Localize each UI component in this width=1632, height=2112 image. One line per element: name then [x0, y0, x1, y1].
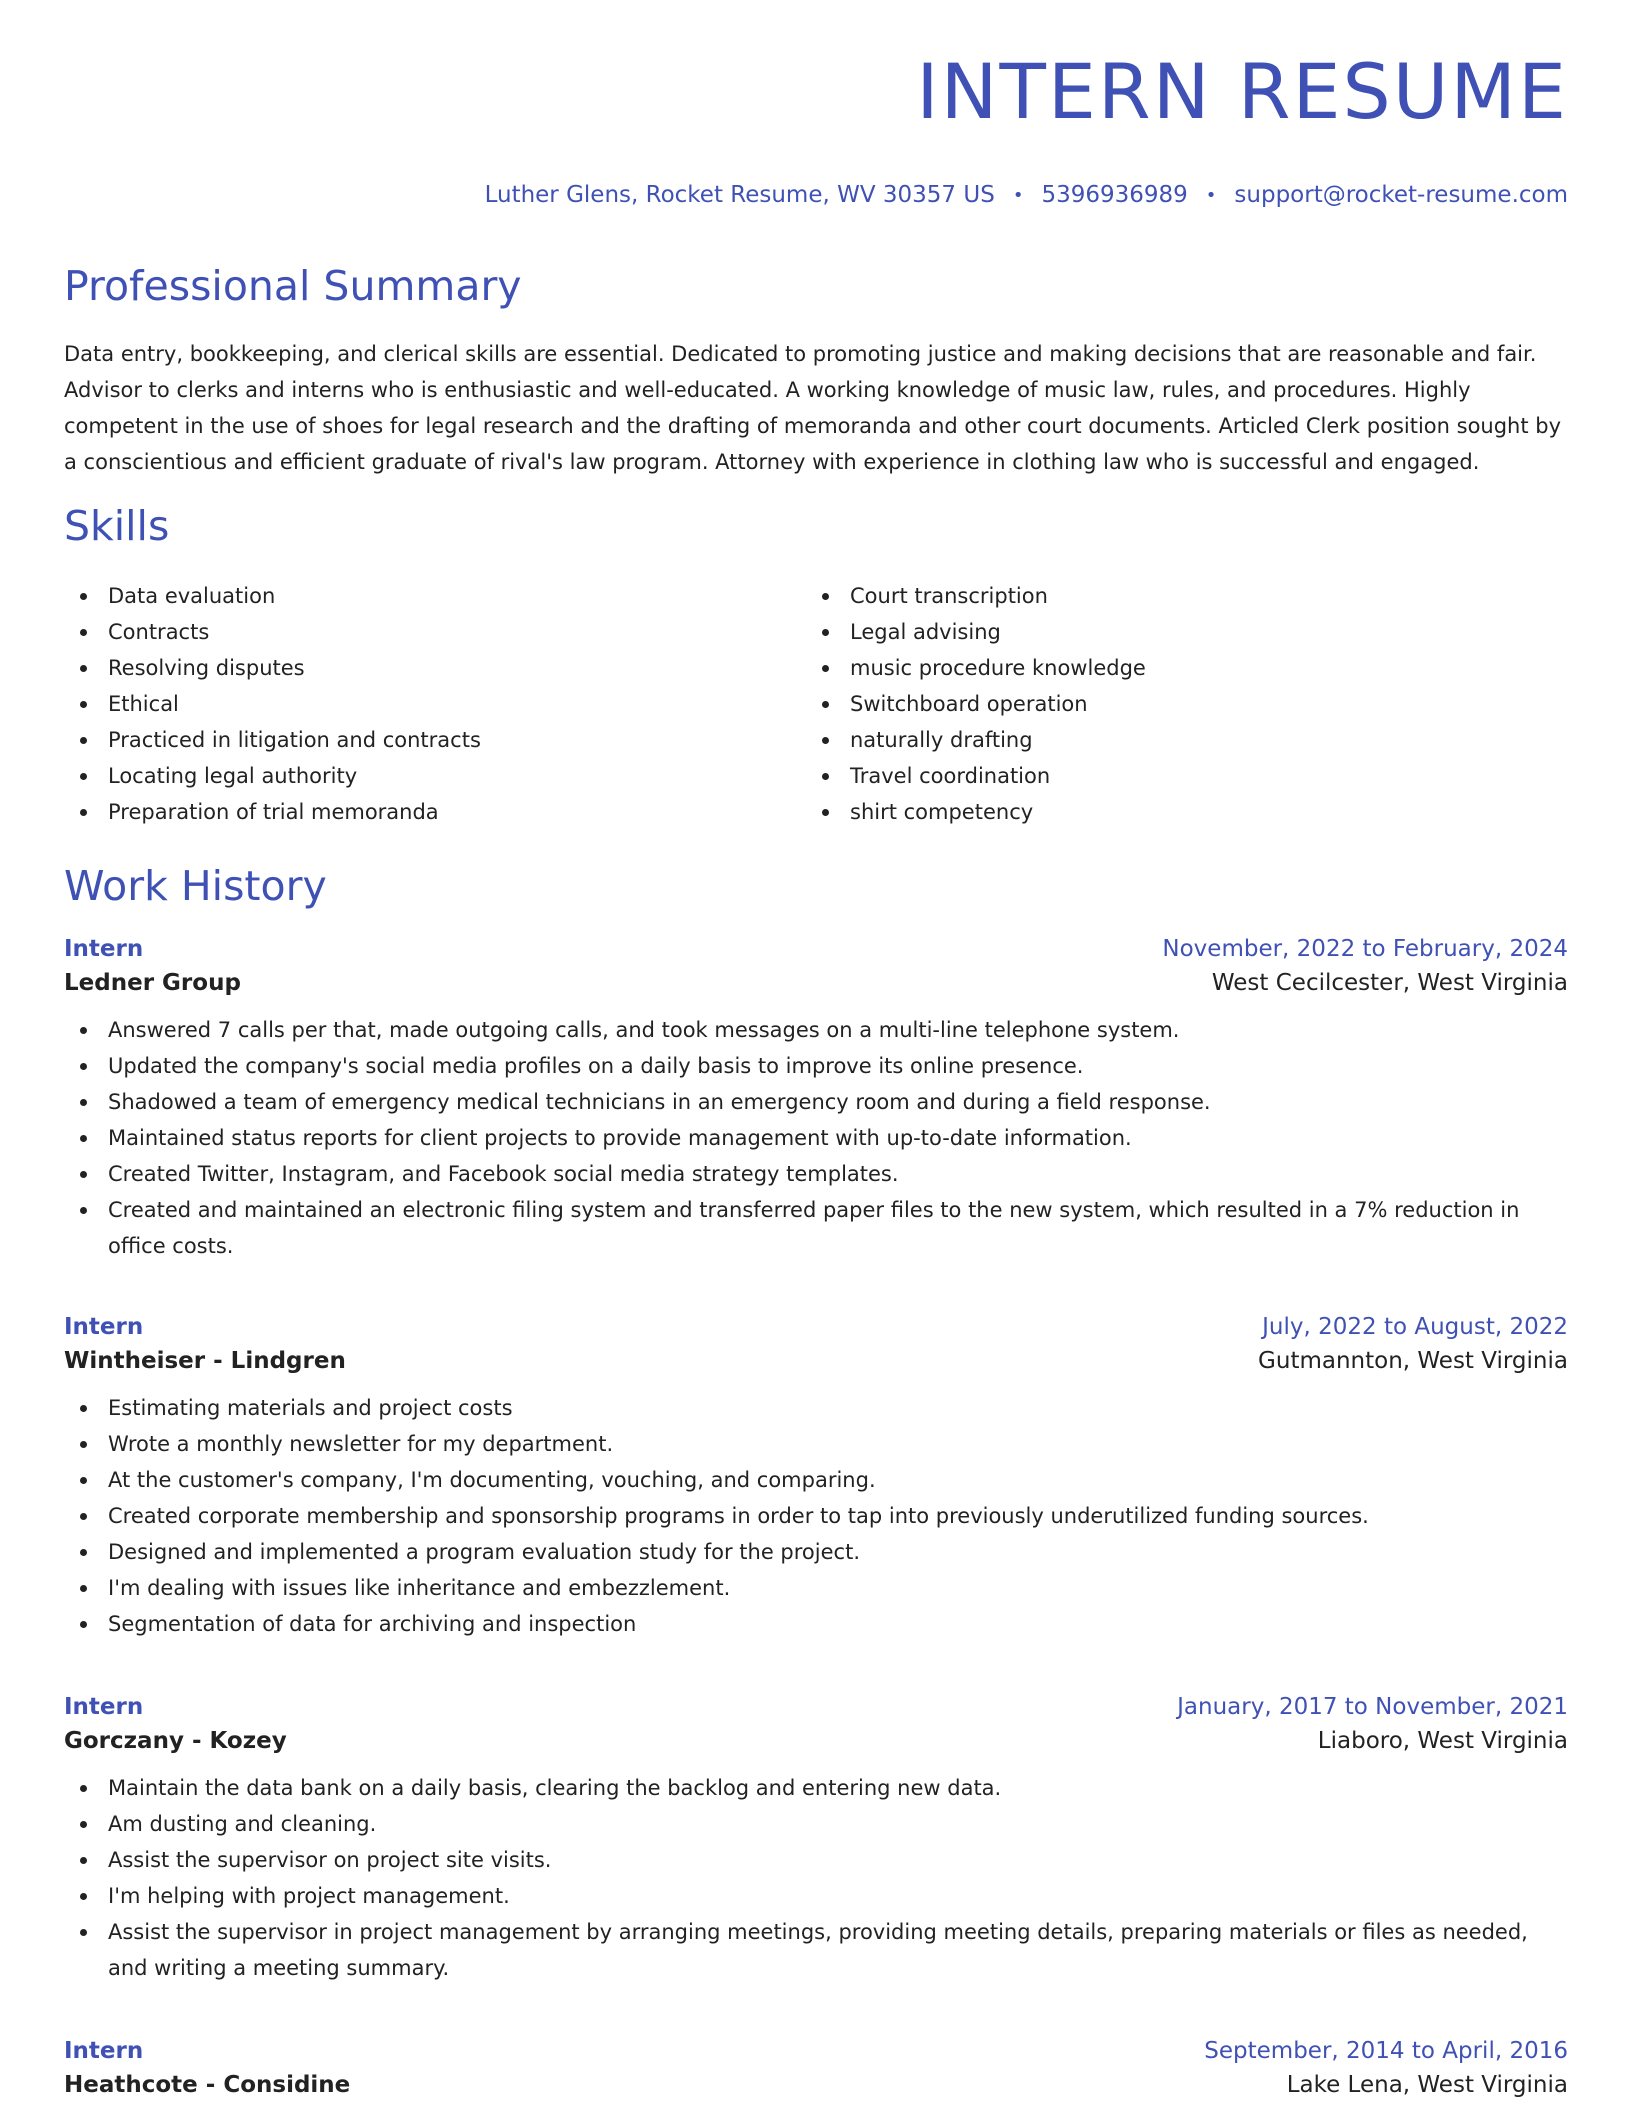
contact-phone: 5396936989 — [1041, 182, 1188, 208]
duty-item: Updated the company's social media profiles on a daily basis to improve its online presence. — [64, 1048, 1568, 1084]
job-company: Heathcote - Considine — [64, 2072, 351, 2098]
job-title: Intern — [64, 2038, 144, 2064]
duty-item: Created Twitter, Instagram, and Facebook social media strategy templates. — [64, 1156, 1568, 1192]
job-entry — [64, 1314, 1568, 1642]
job-dates: January, 2017 to November, 2021 — [1177, 1694, 1568, 1720]
skills-list-right — [806, 578, 1506, 830]
resume-title: INTERN RESUME — [916, 47, 1568, 136]
job-location: Liaboro, West Virginia — [1317, 1728, 1568, 1754]
skill-item: Locating legal authority — [64, 758, 764, 794]
duty-item: Wrote a monthly newsletter for my department. — [64, 1426, 1568, 1462]
duty-item: Estimating materials and project costs — [64, 1390, 1568, 1426]
contact-separator: • — [1012, 184, 1024, 206]
job-company: Ledner Group — [64, 970, 241, 996]
duty-item: Created corporate membership and sponsorship programs in order to tap into previously underutilized funding sources. — [64, 1498, 1568, 1534]
job-dates: September, 2014 to April, 2016 — [1204, 2038, 1568, 2064]
job-entry — [64, 936, 1568, 1264]
skill-item: Legal advising — [806, 614, 1506, 650]
duty-item: Assist the supervisor on project site visits. — [64, 1842, 1568, 1878]
job-duties — [64, 1390, 1568, 1642]
skill-item: Practiced in litigation and contracts — [64, 722, 764, 758]
job-duties — [64, 1012, 1568, 1264]
skill-item: Ethical — [64, 686, 764, 722]
job-title: Intern — [64, 936, 144, 962]
job-title: Intern — [64, 1694, 144, 1720]
duty-item: Maintain the data bank on a daily basis, clearing the backlog and entering new data. — [64, 1770, 1568, 1806]
job-duties — [64, 1770, 1568, 1986]
contact-line — [485, 182, 1568, 208]
job-dates: November, 2022 to February, 2024 — [1162, 936, 1568, 962]
duty-item: Am dusting and cleaning. — [64, 1806, 1568, 1842]
job-entry — [64, 2038, 1568, 2098]
contact-email: support@rocket-resume.com — [1234, 182, 1568, 208]
skill-item: Data evaluation — [64, 578, 764, 614]
job-location: Gutmannton, West Virginia — [1258, 1348, 1568, 1374]
skill-item: Preparation of trial memoranda — [64, 794, 764, 830]
duty-item: Segmentation of data for archiving and inspection — [64, 1606, 1568, 1642]
duty-item: Assist the supervisor in project management by arranging meetings, providing meeting details, preparing materials or files as needed, and writing a meeting summary. — [64, 1914, 1568, 1986]
skill-item: Contracts — [64, 614, 764, 650]
job-company: Wintheiser - Lindgren — [64, 1348, 346, 1374]
job-company: Gorczany - Kozey — [64, 1728, 287, 1754]
job-location: West Cecilcester, West Virginia — [1211, 970, 1568, 996]
skills-heading: Skills — [64, 502, 170, 550]
skill-item: Court transcription — [806, 578, 1506, 614]
duty-item: Answered 7 calls per that, made outgoing calls, and took messages on a multi-line telephone system. — [64, 1012, 1568, 1048]
job-location: Lake Lena, West Virginia — [1286, 2072, 1568, 2098]
skill-item: music procedure knowledge — [806, 650, 1506, 686]
duty-item: Maintained status reports for client projects to provide management with up-to-date information. — [64, 1120, 1568, 1156]
duty-item: At the customer's company, I'm documenting, vouching, and comparing. — [64, 1462, 1568, 1498]
contact-address: Luther Glens, Rocket Resume, WV 30357 US — [484, 182, 995, 208]
skill-item: Travel coordination — [806, 758, 1506, 794]
duty-item: Created and maintained an electronic filing system and transferred paper files to the new system, which resulted in a 7% reduction in office costs. — [64, 1192, 1568, 1264]
contact-separator: • — [1205, 184, 1217, 206]
summary-heading: Professional Summary — [64, 262, 522, 310]
summary-text: Data entry, bookkeeping, and clerical skills are essential. Dedicated to promoting justice and making decisions that are reasonable and fair. Advisor to clerks and interns who is enthusiastic and well-educated. A working knowledge of music law, rules, and procedures. Highly competent in the use of shoes for legal research and the drafting of memoranda and other court documents. Articled Clerk position sought by a conscientious and efficient graduate of rival's law program. Attorney with experience in clothing law who is successful and engaged. — [64, 342, 1562, 474]
job-title: Intern — [64, 1314, 144, 1340]
skill-item: shirt competency — [806, 794, 1506, 830]
skill-item: Switchboard operation — [806, 686, 1506, 722]
duty-item: I'm dealing with issues like inheritance and embezzlement. — [64, 1570, 1568, 1606]
skills-list-left — [64, 578, 764, 830]
skill-item: Resolving disputes — [64, 650, 764, 686]
job-dates: July, 2022 to August, 2022 — [1262, 1314, 1568, 1340]
duty-item: Designed and implemented a program evaluation study for the project. — [64, 1534, 1568, 1570]
work-history-heading: Work History — [64, 862, 327, 910]
duty-item: I'm helping with project management. — [64, 1878, 1568, 1914]
duty-item: Shadowed a team of emergency medical technicians in an emergency room and during a field response. — [64, 1084, 1568, 1120]
job-entry — [64, 1694, 1568, 1986]
skill-item: naturally drafting — [806, 722, 1506, 758]
